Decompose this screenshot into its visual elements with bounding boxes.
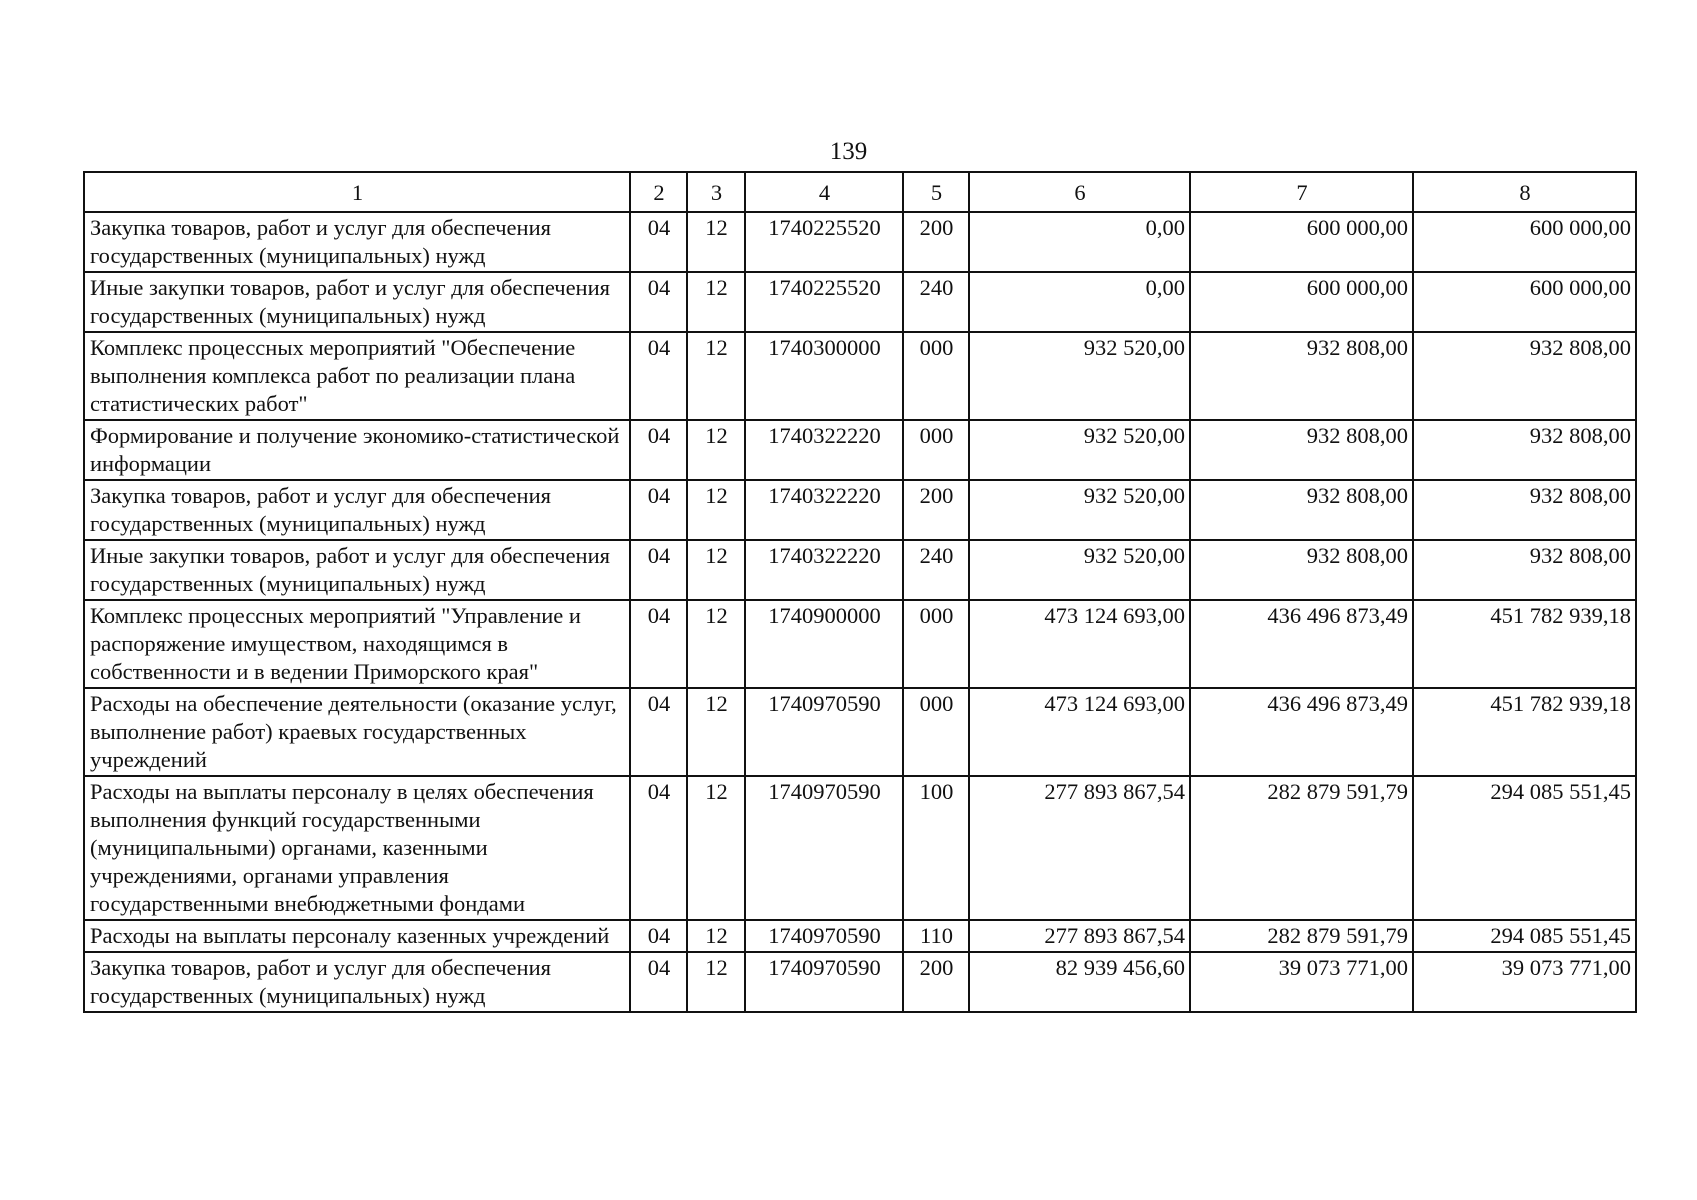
amount-col-6: 0,00: [969, 272, 1190, 332]
amount-col-6: 82 939 456,60: [969, 952, 1190, 1012]
expense-name: Иные закупки товаров, работ и услуг для обеспечения государственных (муниципальных) нужд: [84, 540, 630, 600]
amount-col-7: 282 879 591,79: [1190, 920, 1413, 952]
table-row: [84, 920, 1636, 952]
section-code: 04: [630, 776, 687, 920]
expense-name: Формирование и получение экономико-статистической информации: [84, 420, 630, 480]
amount-col-8: 451 782 939,18: [1413, 688, 1636, 776]
table-row: [84, 212, 1636, 272]
expense-name: Закупка товаров, работ и услуг для обеспечения государственных (муниципальных) нужд: [84, 952, 630, 1012]
expense-type-code: 110: [903, 920, 969, 952]
amount-col-7: 436 496 873,49: [1190, 600, 1413, 688]
table-row: [84, 952, 1636, 1012]
amount-col-6: 932 520,00: [969, 480, 1190, 540]
subsection-code: 12: [687, 920, 745, 952]
amount-col-7: 600 000,00: [1190, 272, 1413, 332]
amount-col-7: 600 000,00: [1190, 212, 1413, 272]
expense-name: Расходы на выплаты персоналу казенных учреждений: [84, 920, 630, 952]
expense-type-code: 200: [903, 480, 969, 540]
expense-type-code: 200: [903, 212, 969, 272]
table-row: [84, 540, 1636, 600]
expense-name: Расходы на выплаты персоналу в целях обеспечения выполнения функций государственными (муниципальными) органами, казенными учреждениями, органами управления государственными внебюджетными фондами: [84, 776, 630, 920]
subsection-code: 12: [687, 480, 745, 540]
section-code: 04: [630, 540, 687, 600]
amount-col-8: 600 000,00: [1413, 212, 1636, 272]
expense-name: Расходы на обеспечение деятельности (оказание услуг, выполнение работ) краевых государственных учреждений: [84, 688, 630, 776]
amount-col-7: 282 879 591,79: [1190, 776, 1413, 920]
target-article-code: 1740322220: [745, 420, 903, 480]
amount-col-8: 600 000,00: [1413, 272, 1636, 332]
expense-type-code: 000: [903, 420, 969, 480]
expense-name: Комплекс процессных мероприятий "Обеспечение выполнения комплекса работ по реализации плана статистических работ": [84, 332, 630, 420]
column-header-4: 4: [745, 172, 903, 212]
amount-col-6: 473 124 693,00: [969, 600, 1190, 688]
column-header-1: 1: [84, 172, 630, 212]
column-header-6: 6: [969, 172, 1190, 212]
column-header-2: 2: [630, 172, 687, 212]
section-code: 04: [630, 420, 687, 480]
page-number: 139: [829, 138, 868, 165]
amount-col-8: 39 073 771,00: [1413, 952, 1636, 1012]
subsection-code: 12: [687, 776, 745, 920]
section-code: 04: [630, 212, 687, 272]
target-article-code: 1740970590: [745, 776, 903, 920]
section-code: 04: [630, 920, 687, 952]
amount-col-8: 932 808,00: [1413, 332, 1636, 420]
section-code: 04: [630, 952, 687, 1012]
target-article-code: 1740322220: [745, 480, 903, 540]
subsection-code: 12: [687, 420, 745, 480]
amount-col-7: 932 808,00: [1190, 480, 1413, 540]
subsection-code: 12: [687, 688, 745, 776]
expense-name: Закупка товаров, работ и услуг для обеспечения государственных (муниципальных) нужд: [84, 480, 630, 540]
subsection-code: 12: [687, 952, 745, 1012]
amount-col-7: 39 073 771,00: [1190, 952, 1413, 1012]
target-article-code: 1740900000: [745, 600, 903, 688]
table-row: [84, 776, 1636, 920]
amount-col-8: 294 085 551,45: [1413, 776, 1636, 920]
amount-col-6: 277 893 867,54: [969, 920, 1190, 952]
target-article-code: 1740225520: [745, 272, 903, 332]
table-row: [84, 688, 1636, 776]
amount-col-6: 932 520,00: [969, 540, 1190, 600]
column-header-8: 8: [1413, 172, 1636, 212]
subsection-code: 12: [687, 332, 745, 420]
target-article-code: 1740225520: [745, 212, 903, 272]
target-article-code: 1740970590: [745, 920, 903, 952]
amount-col-8: 932 808,00: [1413, 540, 1636, 600]
subsection-code: 12: [687, 540, 745, 600]
table-row: [84, 332, 1636, 420]
section-code: 04: [630, 688, 687, 776]
column-header-3: 3: [687, 172, 745, 212]
amount-col-6: 0,00: [969, 212, 1190, 272]
target-article-code: 1740322220: [745, 540, 903, 600]
expense-type-code: 240: [903, 540, 969, 600]
section-code: 04: [630, 600, 687, 688]
target-article-code: 1740970590: [745, 688, 903, 776]
column-header-5: 5: [903, 172, 969, 212]
amount-col-6: 932 520,00: [969, 332, 1190, 420]
section-code: 04: [630, 480, 687, 540]
table-row: [84, 420, 1636, 480]
expense-type-code: 240: [903, 272, 969, 332]
subsection-code: 12: [687, 272, 745, 332]
amount-col-8: 451 782 939,18: [1413, 600, 1636, 688]
budget-table: [83, 171, 1637, 1013]
section-code: 04: [630, 332, 687, 420]
target-article-code: 1740970590: [745, 952, 903, 1012]
expense-type-code: 000: [903, 600, 969, 688]
target-article-code: 1740300000: [745, 332, 903, 420]
amount-col-7: 932 808,00: [1190, 332, 1413, 420]
expense-type-code: 000: [903, 332, 969, 420]
expense-type-code: 200: [903, 952, 969, 1012]
expense-type-code: 000: [903, 688, 969, 776]
expense-name: Закупка товаров, работ и услуг для обеспечения государственных (муниципальных) нужд: [84, 212, 630, 272]
table-row: [84, 600, 1636, 688]
amount-col-6: 277 893 867,54: [969, 776, 1190, 920]
table-row: [84, 480, 1636, 540]
amount-col-6: 473 124 693,00: [969, 688, 1190, 776]
amount-col-6: 932 520,00: [969, 420, 1190, 480]
column-header-7: 7: [1190, 172, 1413, 212]
expense-name: Комплекс процессных мероприятий "Управление и распоряжение имуществом, находящимся в собственности и в ведении Приморского края": [84, 600, 630, 688]
section-code: 04: [630, 272, 687, 332]
amount-col-8: 932 808,00: [1413, 480, 1636, 540]
subsection-code: 12: [687, 600, 745, 688]
amount-col-7: 932 808,00: [1190, 420, 1413, 480]
subsection-code: 12: [687, 212, 745, 272]
amount-col-8: 294 085 551,45: [1413, 920, 1636, 952]
expense-name: Иные закупки товаров, работ и услуг для обеспечения государственных (муниципальных) нужд: [84, 272, 630, 332]
amount-col-8: 932 808,00: [1413, 420, 1636, 480]
header-row: [84, 172, 1636, 212]
amount-col-7: 932 808,00: [1190, 540, 1413, 600]
table-row: [84, 272, 1636, 332]
expense-type-code: 100: [903, 776, 969, 920]
amount-col-7: 436 496 873,49: [1190, 688, 1413, 776]
